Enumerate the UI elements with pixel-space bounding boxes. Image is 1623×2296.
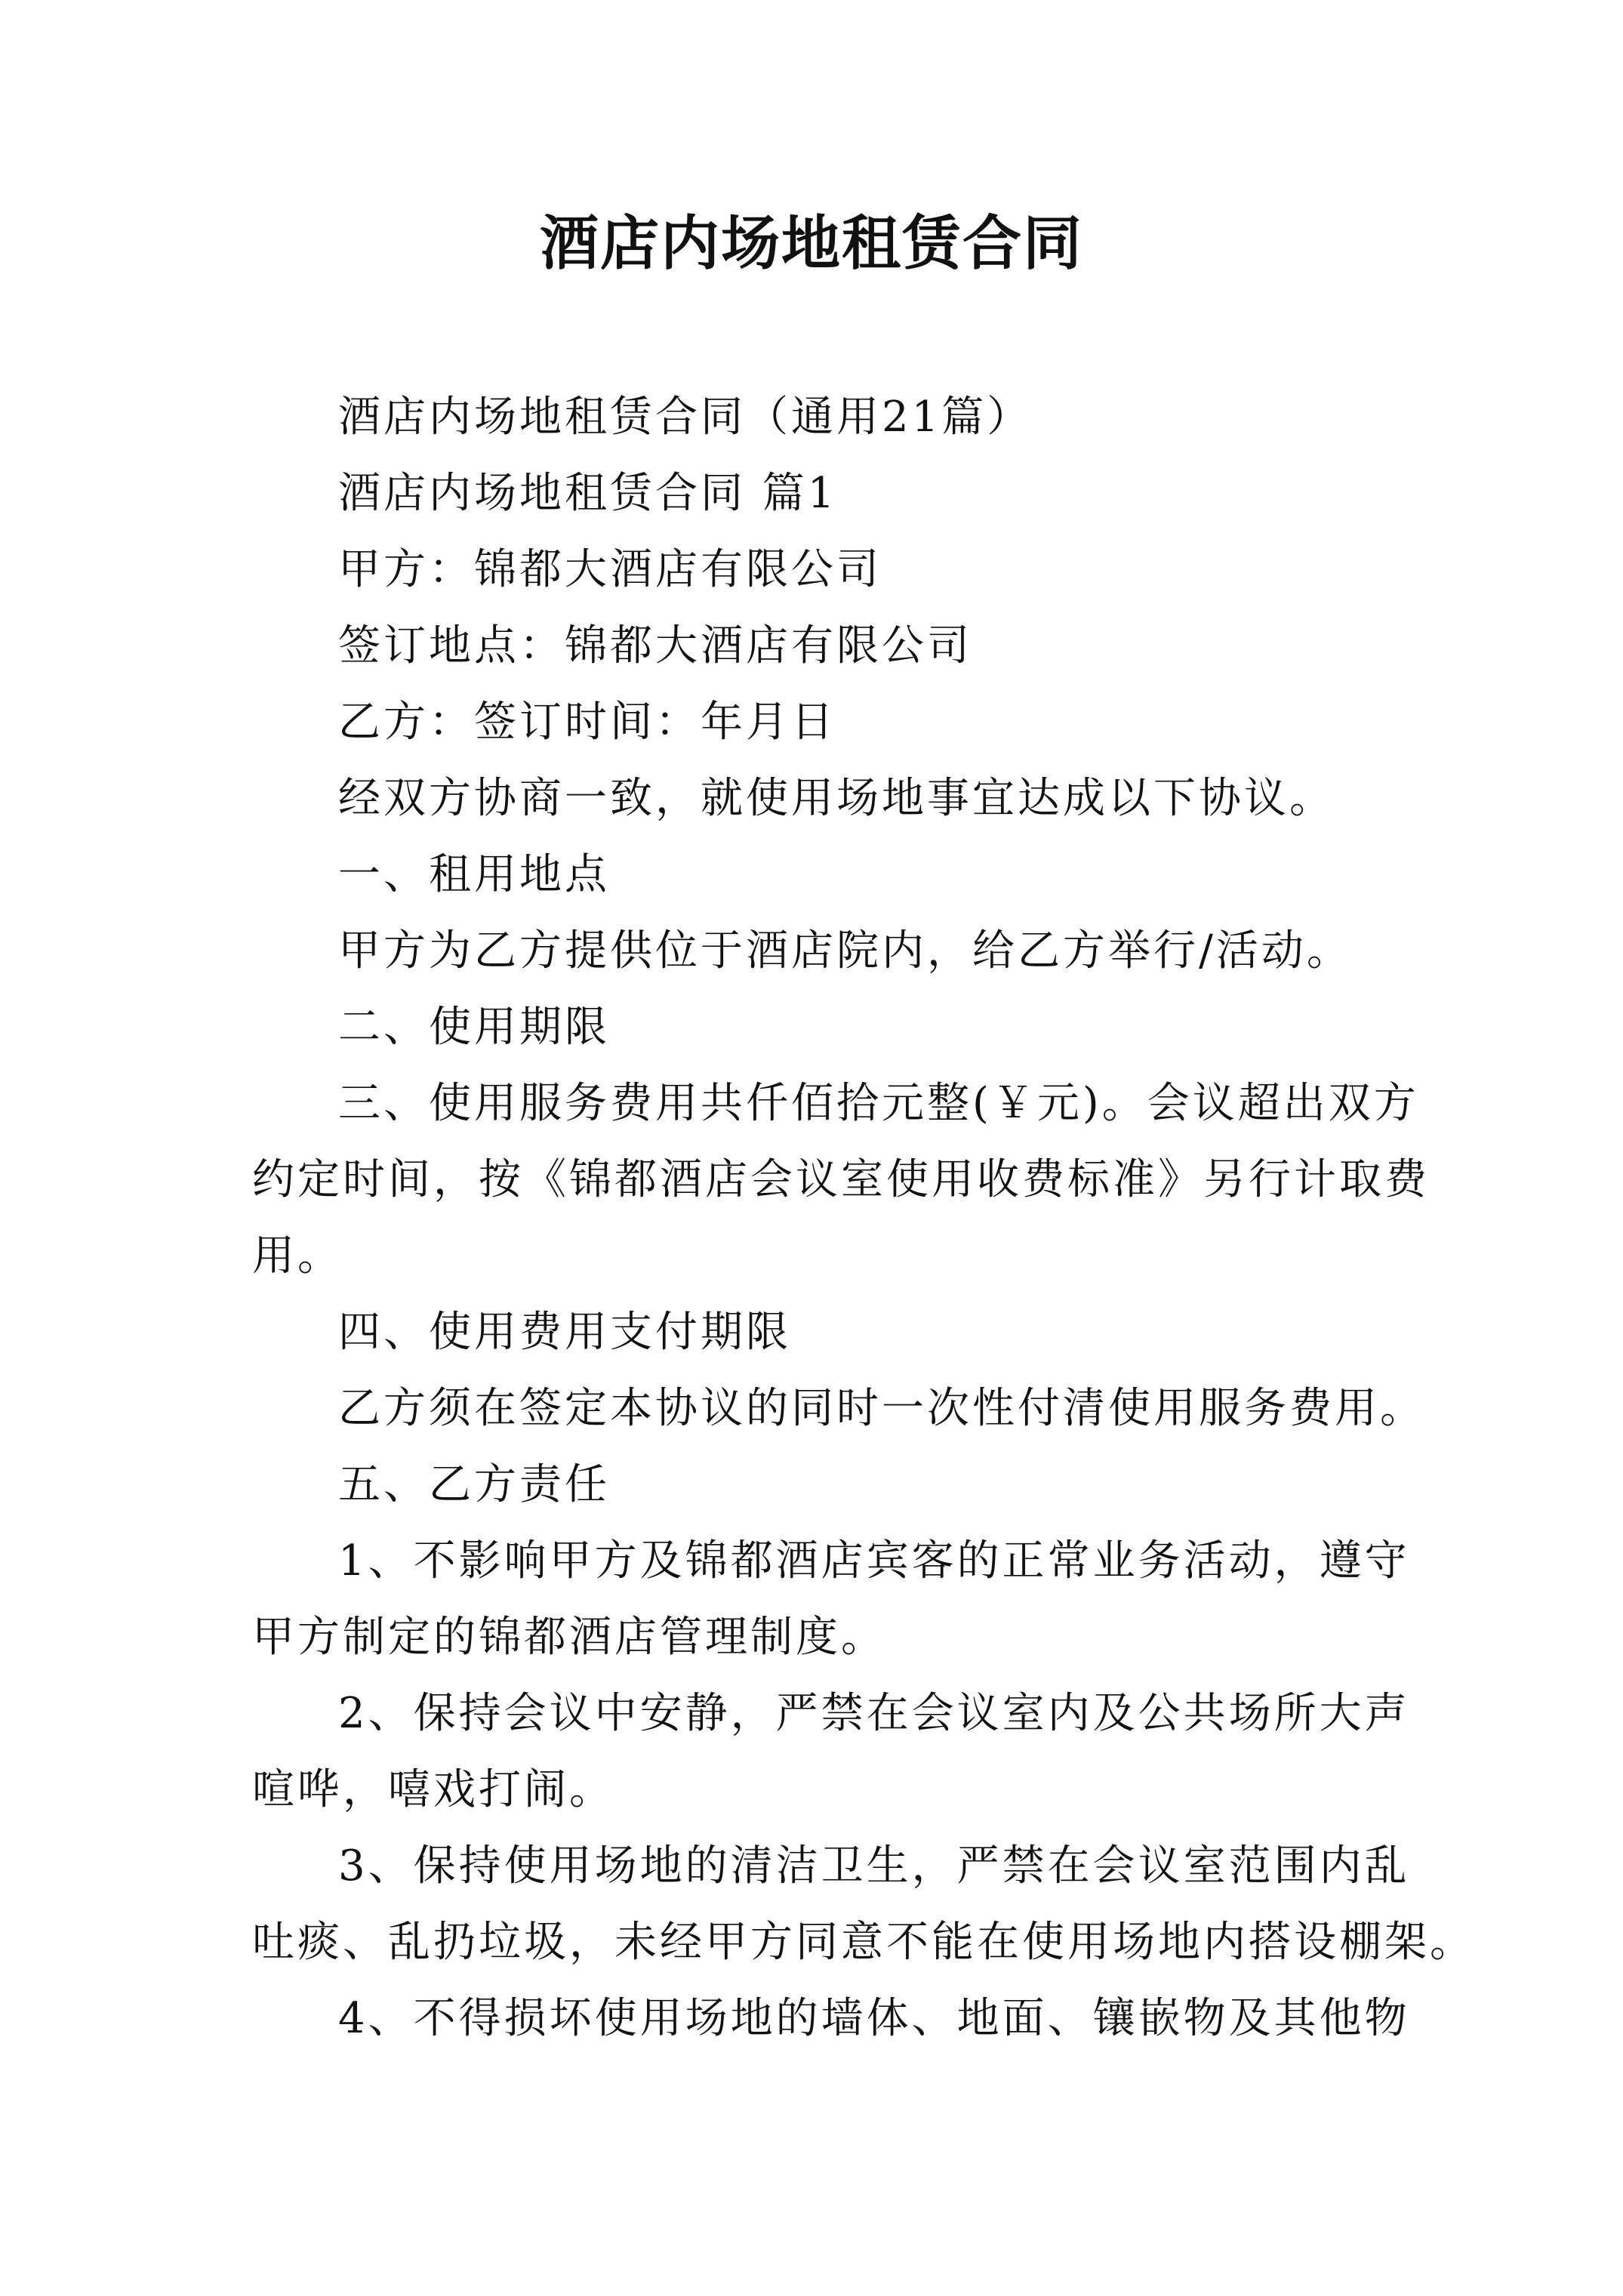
section-heading: 一、租用地点 [338, 850, 610, 899]
paragraph-line: 甲方制定的锦都酒店管理制度。 [252, 1613, 886, 1662]
paragraph-line: 甲方为乙方提供位于酒店院内，给乙方举行/活动。 [338, 926, 1352, 975]
paragraph-line: 经双方协商一致，就使用场地事宜达成以下协议。 [338, 774, 1335, 823]
paragraph-line: 用。 [252, 1231, 343, 1281]
document-body [252, 379, 1475, 2057]
paragraph-line: 约定时间，按《锦都酒店会议室使用收费标准》另行计取费 [252, 1155, 1430, 1204]
paragraph-line: 喧哗，嘻戏打闹。 [252, 1765, 614, 1814]
section-heading: 四、使用费用支付期限 [338, 1308, 791, 1357]
paragraph-line: 酒店内场地租赁合同（通用21篇） [338, 393, 1033, 442]
paragraph-line: 2、保持会议中安静，严禁在会议室内及公共场所大声 [338, 1689, 1410, 1738]
paragraph-line: 酒店内场地租赁合同 篇1 [338, 469, 838, 518]
paragraph-line: 乙方：签订时间：年月日 [338, 698, 836, 747]
paragraph-line: 4、不得损坏使用场地的墙体、地面、镶嵌物及其他物 [338, 1994, 1410, 2043]
paragraph-line: 吐痰、乱扔垃圾，未经甲方同意不能在使用场地内搭设棚架。 [252, 1918, 1475, 1967]
section-heading: 五、乙方责任 [338, 1460, 610, 1509]
document-title: 酒店内场地租赁合同 [539, 209, 1083, 278]
paragraph-line: 1、不影响甲方及锦都酒店宾客的正常业务活动，遵守 [338, 1536, 1410, 1586]
paragraph-line: 三、使用服务费用共仟佰拾元整(￥元)。会议超出双方 [338, 1079, 1419, 1128]
paragraph-line: 签订地点：锦都大酒店有限公司 [338, 621, 972, 670]
section-heading: 二、使用期限 [338, 1003, 610, 1052]
paragraph-line: 3、保持使用场地的清洁卫生，严禁在会议室范围内乱 [338, 1841, 1410, 1891]
paragraph-line: 甲方：锦都大酒店有限公司 [338, 545, 882, 594]
paragraph-line: 乙方须在签定本协议的同时一次性付清使用服务费用。 [338, 1384, 1425, 1433]
